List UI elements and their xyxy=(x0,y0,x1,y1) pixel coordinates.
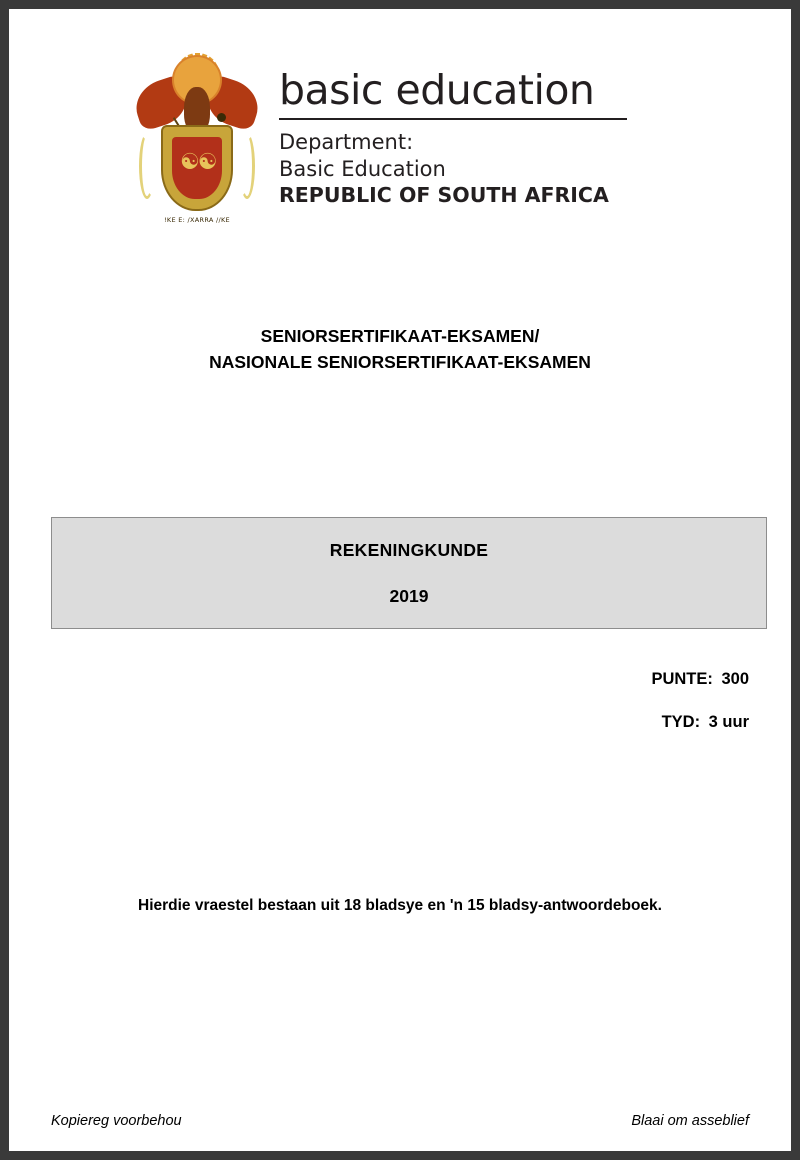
department-branding xyxy=(279,51,627,208)
exam-meta xyxy=(651,671,749,730)
left-tusk-shape xyxy=(139,133,155,199)
marks-value: 300 xyxy=(721,670,749,688)
footer-turn-over: Blaai om asseblief xyxy=(631,1113,749,1129)
brand-country: REPUBLIC OF SOUTH AFRICA xyxy=(279,183,609,208)
exam-title xyxy=(9,323,791,376)
time-label: TYD: xyxy=(661,712,701,731)
page-footer xyxy=(51,1113,749,1129)
marks-row xyxy=(651,671,749,688)
subject-box xyxy=(51,517,767,629)
right-tusk-shape xyxy=(239,133,255,199)
document-header xyxy=(137,51,697,246)
south-african-coat-of-arms-icon xyxy=(137,51,257,236)
subject-year: 2019 xyxy=(389,585,429,606)
footer-copyright: Kopiereg voorbehou xyxy=(51,1113,182,1129)
marks-label: PUNTE: xyxy=(651,670,713,688)
khoisan-figures-shape: ☯☯ xyxy=(180,149,216,174)
exam-title-line-2: NASIONALE SENIORSERTIFIKAAT-EKSAMEN xyxy=(209,352,591,373)
subject-name: REKENINGKUNDE xyxy=(329,539,489,560)
time-value: 3 uur xyxy=(708,712,749,731)
page-count-note: Hierdie vraestel bestaan uit 18 bladsye en 'n 15 bladsy-antwoordeboek. xyxy=(138,897,662,914)
brand-department-line: Department: xyxy=(279,130,414,155)
knobkierie-shape xyxy=(217,113,226,122)
page-content xyxy=(9,9,791,1151)
brand-department-name: Basic Education xyxy=(279,156,446,181)
brand-divider xyxy=(279,118,627,120)
time-row xyxy=(651,714,749,731)
brand-title: basic education xyxy=(279,66,595,114)
coat-of-arms-motto: !KE E: /XARRA //KE xyxy=(164,216,230,224)
exam-title-line-1: SENIORSERTIFIKAAT-EKSAMEN/ xyxy=(260,326,540,346)
